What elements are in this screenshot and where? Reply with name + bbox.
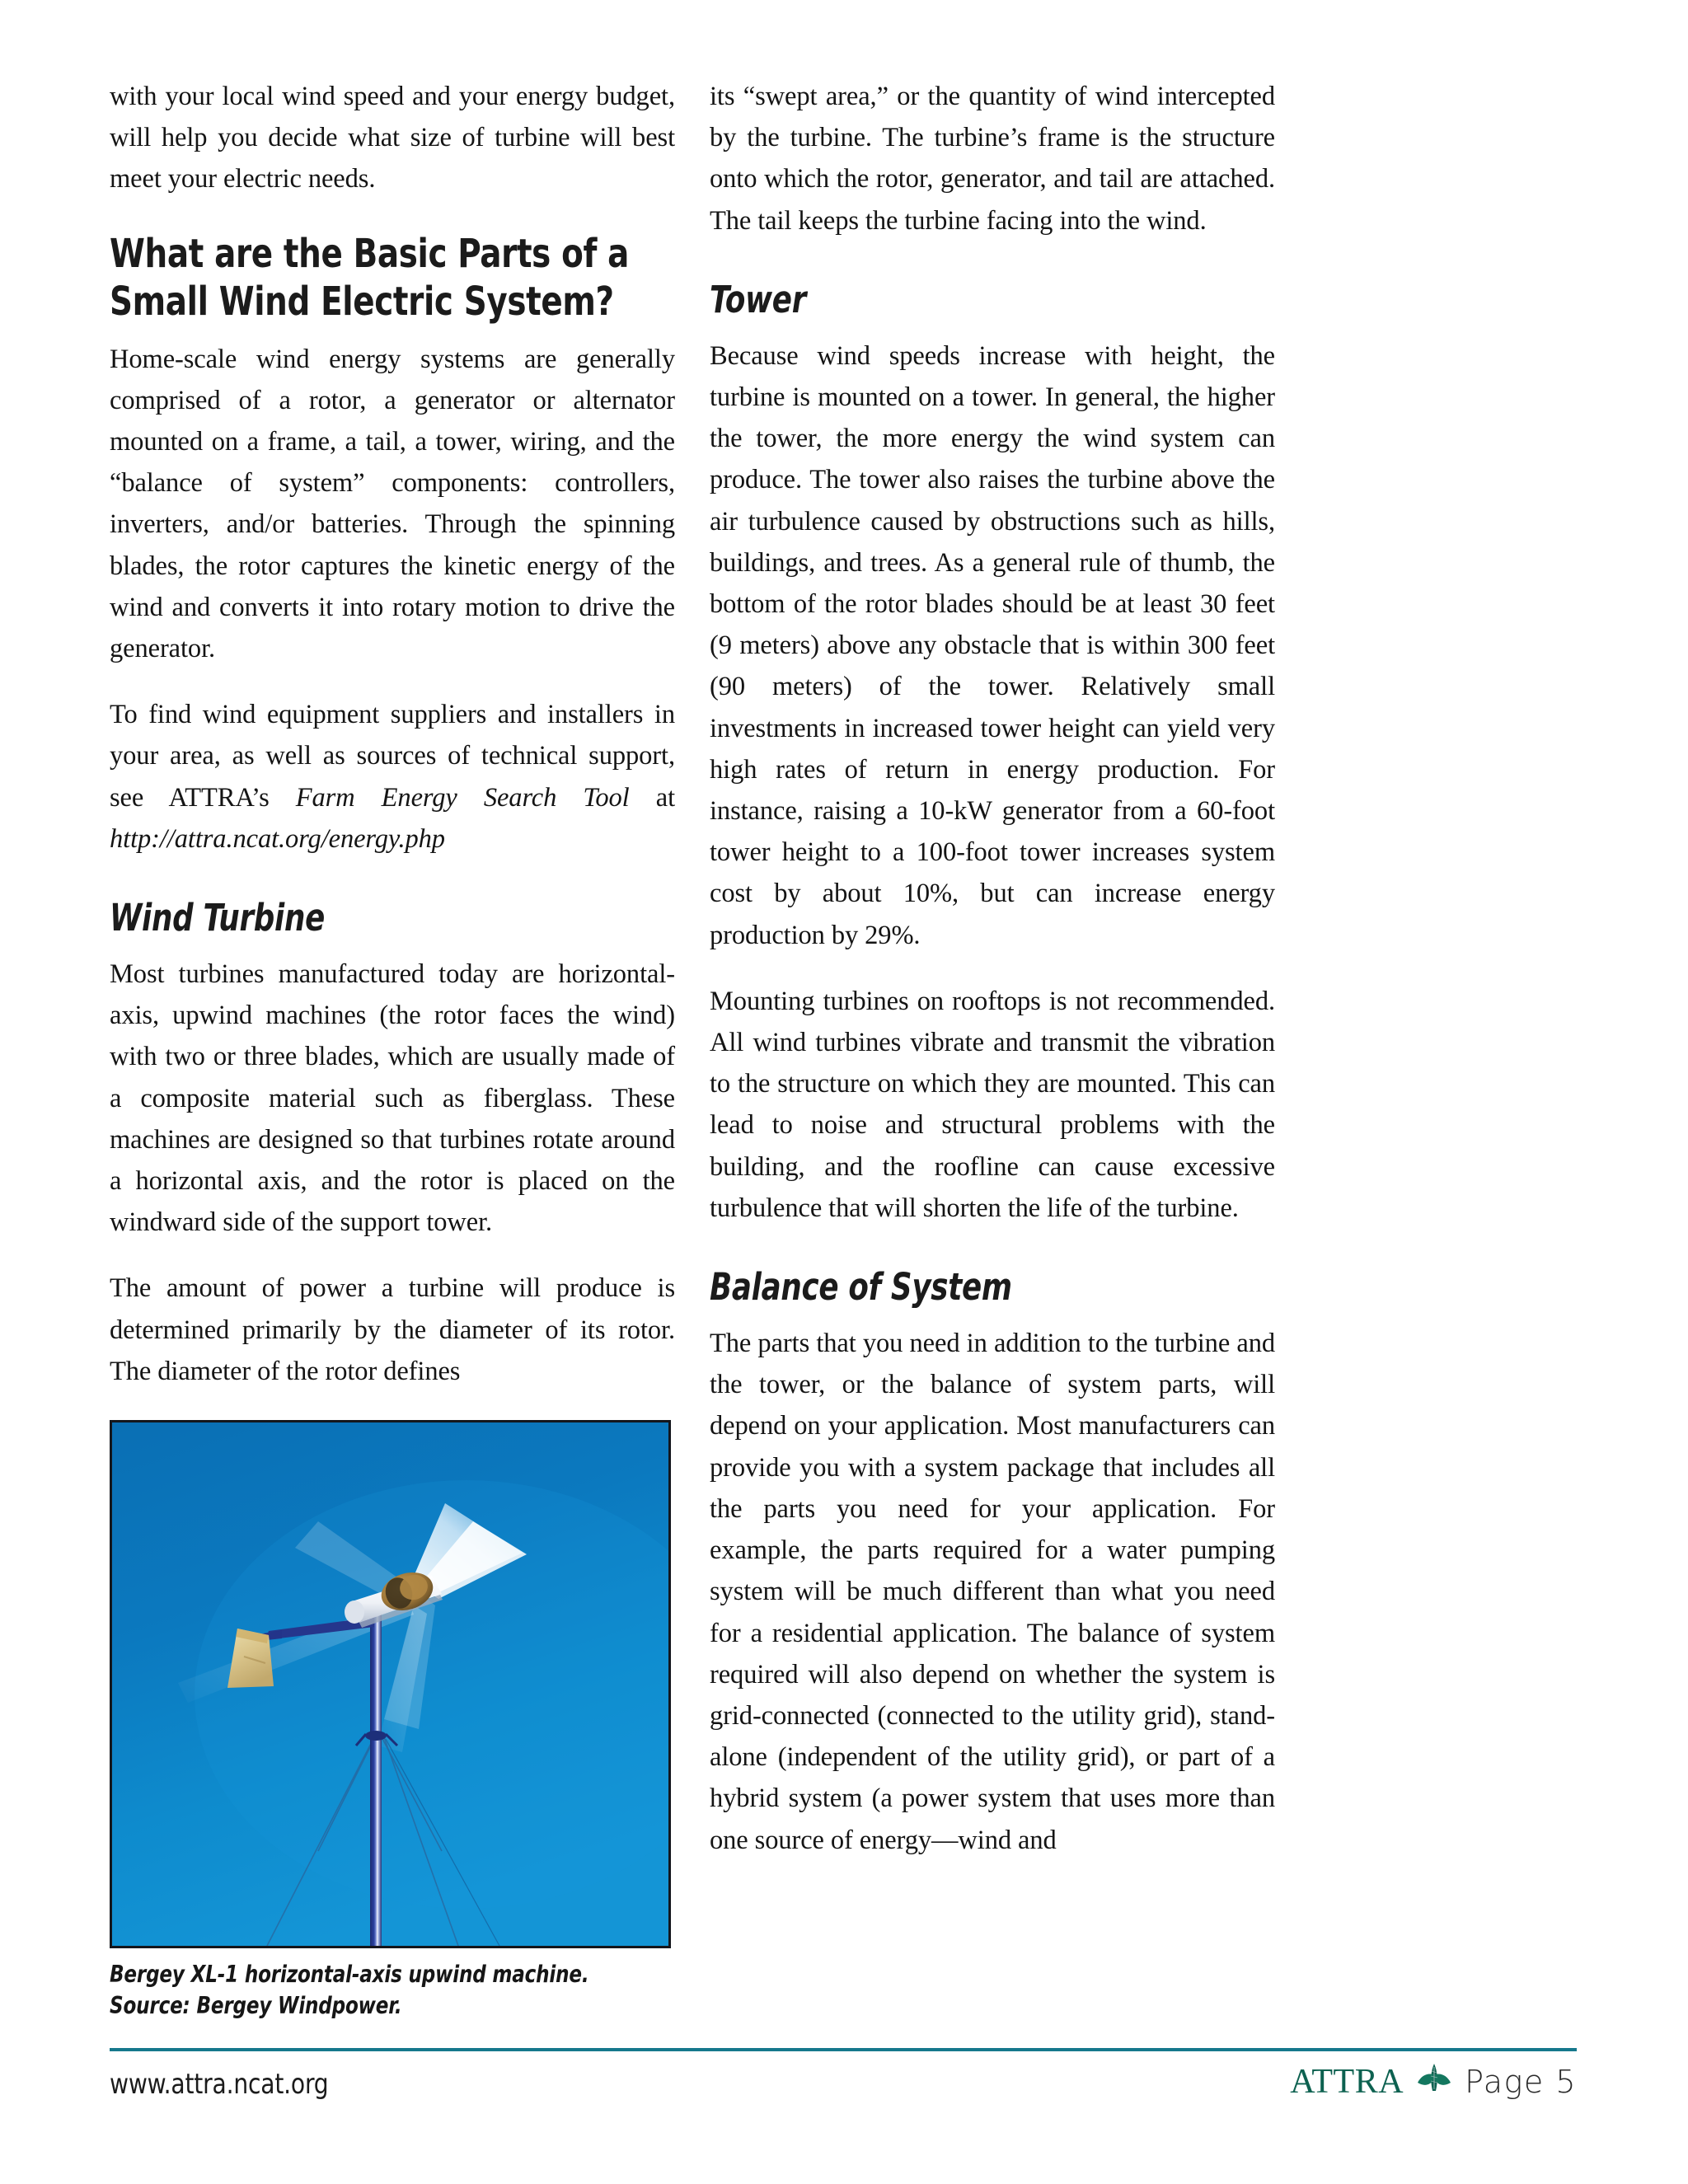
turbine-photo [110,1420,671,1948]
left-paragraph-1: Home-scale wind energy systems are generally comprised of a rotor, a generator or alternator mounted on a frame, a tail, a tower, wiring, and the “balance of system” components: controllers, inverters, and/or batteries. Through the spinning blades, the rotor captures the kinetic energy of the wind and converts it into rotary motion to drive the generator. [110,344,675,664]
right-column [710,76,1275,1861]
attra-energy-url[interactable]: http://attra.ncat.org/energy.php [110,823,445,854]
left-continued-paragraph: with your local wind speed and your energy budget, will help you decide what size of turbine will best meet your electric needs. [110,82,675,194]
right-continued-paragraph: its “swept area,” or the quantity of wind intercepted by the turbine. The turbine’s frame is the structure onto which the rotor, generator, and tail are attached. The tail keeps the turbine facing into the wind. [710,82,1275,236]
right-paragraph-1: Because wind speeds increase with height, the turbine is mounted on a tower. In general, the higher the tower, the more energy the wind system can produce. The tower also raises the turbine above the air turbulence caused by obstructions such as hills, buildings, and trees. As a general rule of thumb, the bottom of the rotor blades should be at least 30 feet (9 meters) above any obstacle that is within 300 feet (90 meters) of the tower. Relatively small investments in increased tower height can yield very high rates of return in energy production. For instance, raising a 10-kW generator from a 60-foot tower height to a 100-foot tower increases system cost by about 10%, but can increase energy production by 29%. [710,340,1275,950]
attra-wordmark: ATTRA [1290,2062,1404,2101]
left-paragraph-2-part-1: To find wind equipment suppliers and installers in your area, as well as sources of technical support, see ATTRA’s [110,700,675,813]
subheading-balance-of-system: Balance of System [710,1265,1012,1310]
left-paragraph-2 [110,694,675,860]
page-footer [110,2048,1577,2139]
right-paragraph-3: The parts that you need in addition to the turbine and the tower, or the balance of system parts, will depend on your application. Most manufacturers can provide you with a system package that includes all the parts you need for your application. For example, the parts required for a water pumping system will be much different than what you need for a residential application. The balance of system required will also depend on whether the system is grid-connected (connected to the utility grid), stand-alone (independent of the utility grid), or part of a hybrid system (a power system that uses more than one source of energy—wind and [710,1329,1275,1855]
farm-energy-search-tool-title: Farm Energy Search Tool [295,782,630,813]
section-heading-basic-parts: What are the Basic Parts of a Small Wind Electric System? [110,230,630,325]
two-column-body [110,76,1577,2020]
figure-caption [110,1959,670,2022]
subheading-wind-turbine: Wind Turbine [110,896,326,940]
footer-website-url[interactable]: www.attra.ncat.org [110,2068,329,2101]
page-number-label: Page 5 [1465,2063,1577,2100]
left-paragraph-3: Most turbines manufactured today are horizontal-axis, upwind machines (the rotor faces the wind) with two or three blades, which are usually made of a composite material such as fiberglass. These machines are designed so that turbines rotate around a horizontal axis, and the rotor is placed on the windward side of the support tower. [110,959,675,1238]
left-paragraph-4: The amount of power a turbine will produce is determined primarily by the diameter of its rotor. The diameter of the rotor defines [110,1273,675,1386]
footer-divider [110,2048,1577,2051]
subheading-tower: Tower [710,277,807,321]
figure-caption-line-2: Source: Bergey Windpower. [110,1992,402,2020]
turbine-photo-illustration [112,1422,668,1946]
left-column [110,76,675,2022]
turbine-figure [110,1420,671,2022]
leaf-icon [1415,2061,1453,2102]
left-paragraph-2-part-2: at [629,782,675,813]
footer-brand-group [1290,2061,1577,2102]
right-paragraph-2: Mounting turbines on rooftops is not recommended. All wind turbines vibrate and transmit the vibration to the structure on which they are mounted. This can lead to noise and structural problems with the building, and the roofline can cause excessive turbulence that will shorten the life of the turbine. [710,986,1275,1223]
figure-caption-line-1: Bergey XL-1 horizontal-axis upwind machine. [110,1961,589,1989]
